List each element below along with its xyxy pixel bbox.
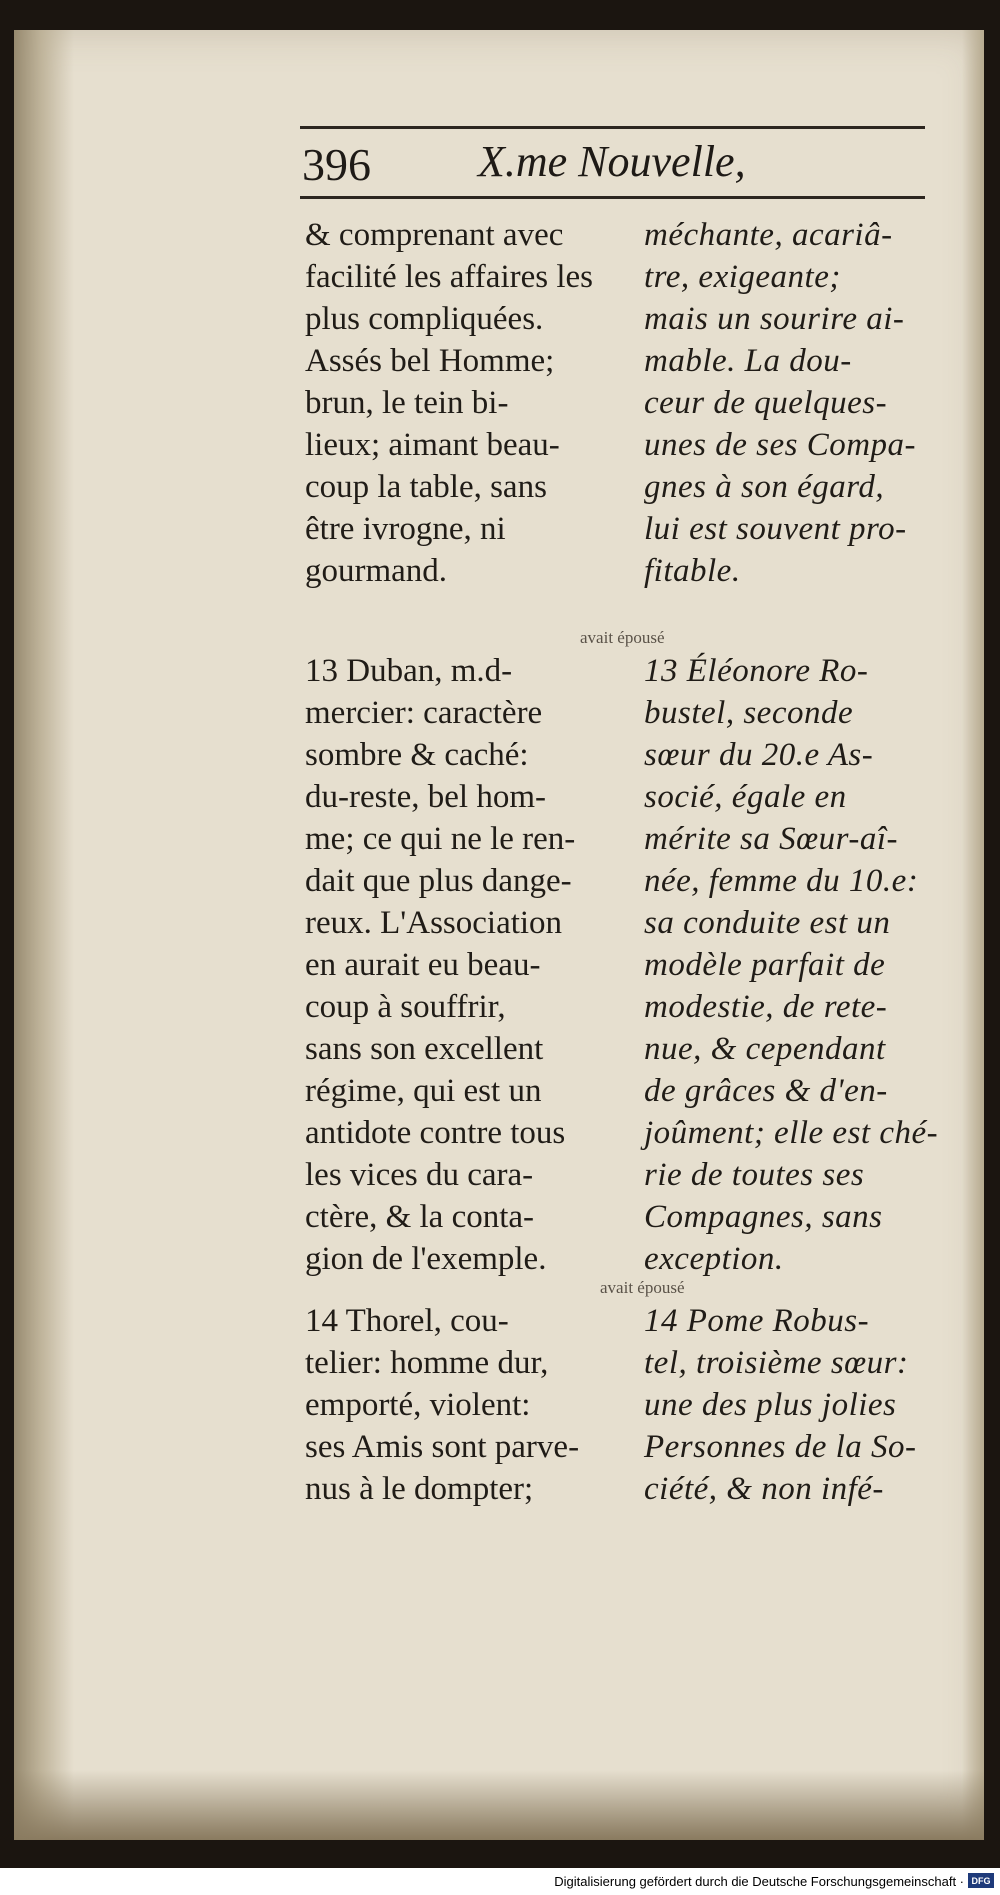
text-line: Assés bel Homme; [305,343,555,379]
text-line: lui est souvent pro- [644,511,907,547]
text-line: sans son excellent [305,1031,544,1067]
text-line: dait que plus dange- [305,863,572,899]
digitization-footer [0,1868,1000,1895]
text-line: de grâces & d'en- [644,1073,888,1109]
header-rule-top [300,126,925,129]
text-line: mercier: caractère [305,695,543,731]
text-line: antidote contre tous [305,1115,566,1151]
text-line: emporté, violent: [305,1387,531,1423]
text-line: fitable. [644,553,741,589]
text-line: modestie, de rete- [644,989,888,1025]
text-line: sombre & caché: [305,737,529,773]
right-column-block-1 [644,214,964,592]
page-number: 396 [302,139,371,190]
dfg-logo-icon: DFG [968,1873,994,1888]
text-line: bustel, seconde [644,695,854,731]
text-line: née, femme du 10.e: [644,863,919,899]
text-line: me; ce qui ne le ren- [305,821,576,857]
text-line: régime, qui est un [305,1073,542,1109]
handwritten-note: avait épousé [580,628,665,647]
header-rule-bottom [300,196,925,199]
text-line: plus compliquées. [305,301,544,337]
text-line: lieux; aimant beau- [305,427,560,463]
text-line: tel, troisième sœur: [644,1345,909,1381]
text-line: telier: homme dur, [305,1345,549,1381]
text-line: nue, & cependant [644,1031,886,1067]
text-line: sa conduite est un [644,905,891,941]
text-line: & comprenant avec [305,217,564,253]
text-line: rie de toutes ses [644,1157,865,1193]
text-line: 14 Thorel, cou- [305,1303,509,1339]
page-edge-shadow-bottom [14,1770,984,1840]
text-line: Personnes de la So- [644,1429,917,1465]
text-line: brun, le tein bi- [305,385,509,421]
footer-credit: Digitalisierung gefördert durch die Deutsche Forschungsgemeinschaft · [554,1874,964,1889]
text-line: ceur de quelques- [644,385,888,421]
page-edge-shadow-right [962,30,984,1840]
text-line: 13 Duban, m.d- [305,653,513,689]
text-line: 14 Pome Robus- [644,1303,870,1339]
text-line: les vices du cara- [305,1157,534,1193]
left-column-block-1 [305,214,645,592]
text-line: être ivrogne, ni [305,511,506,547]
text-line: gourmand. [305,553,448,589]
text-line: Compagnes, sans [644,1199,883,1235]
text-line: une des plus jolies [644,1387,897,1423]
page-edge-shadow-left [14,30,74,1840]
text-line: modèle parfait de [644,947,886,983]
text-line: mérite sa Sœur-aî- [644,821,898,857]
text-line: coup la table, sans [305,469,547,505]
text-line: en aurait eu beau- [305,947,541,983]
left-column-block-2 [305,650,645,1280]
text-line: ctère, & la conta- [305,1199,535,1235]
running-title: X.me Nouvelle, [478,137,746,186]
text-line: nus à le dompter; [305,1471,534,1507]
text-line: facilité les affaires les [305,259,593,295]
text-line: coup à souffrir, [305,989,506,1025]
text-line: mable. La dou- [644,343,852,379]
text-line: du-reste, bel hom- [305,779,547,815]
right-column-block-3 [644,1300,964,1510]
text-line: gnes à son égard, [644,469,885,505]
text-line: ciété, & non infé- [644,1471,884,1507]
left-column-block-3 [305,1300,645,1510]
text-line: sœur du 20.e As- [644,737,874,773]
text-line: socié, égale en [644,779,847,815]
text-line: tre, exigeante; [644,259,841,295]
text-line: mais un sourire ai- [644,301,905,337]
right-column-block-2 [644,650,964,1280]
text-line: exception. [644,1241,784,1277]
text-line: joûment; elle est ché- [644,1115,939,1151]
text-line: méchante, acariâ- [644,217,893,253]
handwritten-note: avait épousé [600,1278,685,1297]
text-line: reux. L'Association [305,905,563,941]
text-line: gion de l'exemple. [305,1241,547,1277]
text-line: 13 Éléonore Ro- [644,653,869,689]
text-line: ses Amis sont parve- [305,1429,580,1465]
text-line: unes de ses Compa- [644,427,917,463]
